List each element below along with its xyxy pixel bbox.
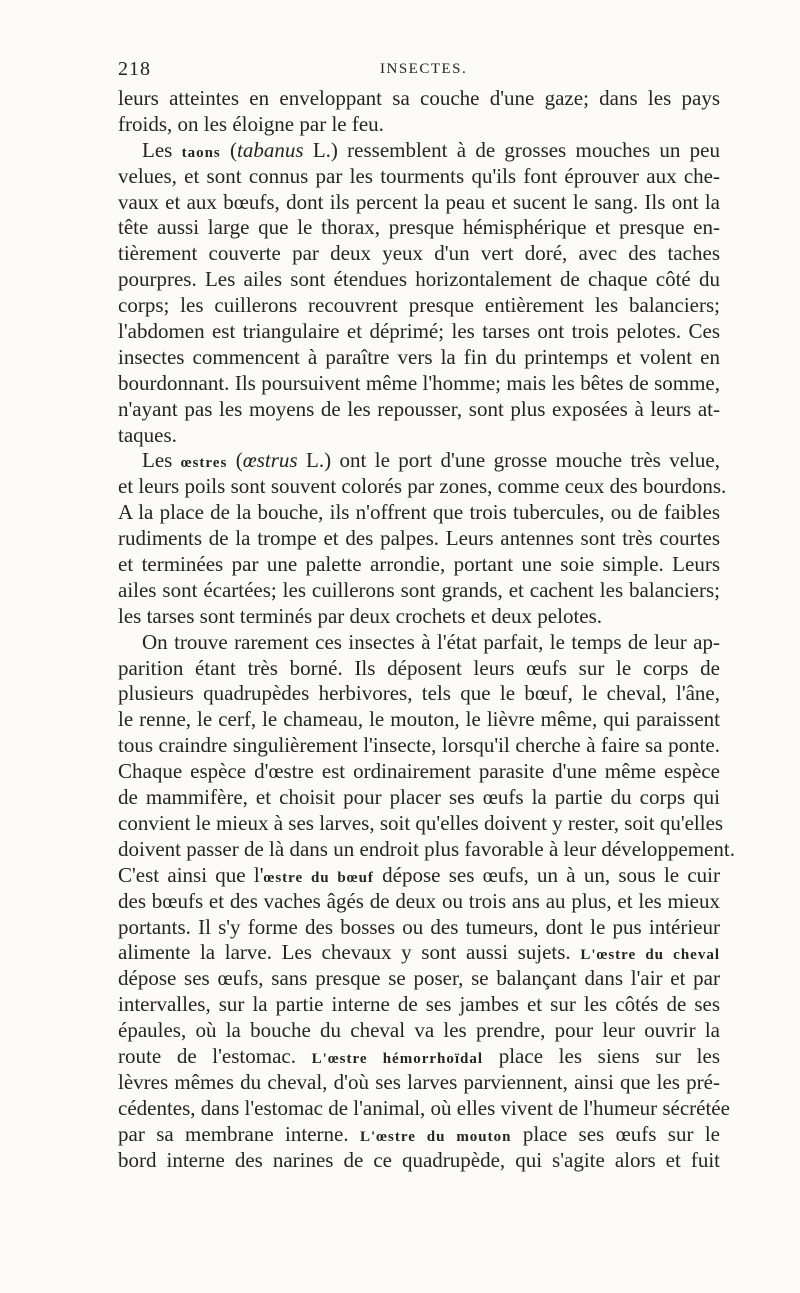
text-run: n'ayant pas les moyens de les repousser, sont plus exposées à leurs at-: [118, 396, 720, 421]
text-run: alimente la larve. Les chevaux y sont aussi sujets.: [118, 940, 581, 965]
text-line: [118, 423, 720, 449]
text-run: C'est ainsi que l': [118, 862, 264, 887]
text-run: Chaque espèce d'œstre est ordinairement parasite d'une même espèce: [118, 759, 720, 784]
text-run: par sa membrane interne.: [118, 1121, 360, 1146]
text-run: tête aussi large que le thorax, presque hémisphérique et presque en-: [118, 215, 720, 240]
text-line: [118, 1044, 720, 1070]
text-line: [118, 578, 720, 604]
text-line: [118, 707, 720, 733]
emphasized-term: L'œstre hémorrhoïdal: [311, 1050, 484, 1067]
text-line: [118, 863, 720, 889]
text-line: [118, 630, 720, 656]
text-line: [118, 915, 720, 941]
text-line: [118, 785, 720, 811]
text-line: [118, 1070, 720, 1096]
text-run: les tarses sont terminés par deux crochets et deux pelotes.: [118, 603, 603, 628]
text-run: (: [220, 137, 238, 162]
text-line: [118, 1095, 730, 1122]
text-run: bord interne des narines de ce quadrupède, qui s'agite alors et fuit: [118, 1147, 720, 1172]
text-run: (: [227, 448, 243, 473]
text-line: [118, 889, 720, 915]
text-line: [118, 604, 720, 630]
text-line: [118, 836, 735, 863]
text-run: cédentes, dans l'estomac de l'animal, où elles vivent de l'humeur sécrétée: [118, 1095, 730, 1120]
text-run: Les: [142, 448, 181, 473]
text-run: doivent passer de là dans un endroit plus favorable à leur développement.: [118, 836, 735, 861]
text-run: On trouve rarement ces insectes à l'état parfait, le temps de leur ap-: [142, 629, 720, 654]
text-line: [118, 759, 720, 785]
text-run: pourpres. Les ailes sont étendues horizontalement de chaque côté du: [118, 267, 720, 292]
text-line: [118, 293, 720, 319]
text-run: des bœufs et des vaches âgés de deux ou trois ans au plus, et les mieux: [118, 888, 720, 913]
page-number: 218: [118, 58, 151, 80]
latin-name: œstrus: [242, 448, 298, 473]
text-line: [118, 500, 720, 526]
text-run: tièrement couverte par deux yeux d'un vert doré, avec des taches: [118, 241, 720, 266]
text-run: de mammifère, et choisit pour placer ses œufs la partie du corps qui: [118, 785, 720, 810]
paragraph: [118, 138, 720, 449]
paragraph: [118, 448, 727, 629]
text-run: froids, on les éloigne par le feu.: [118, 111, 384, 136]
text-line: [118, 733, 720, 759]
text-line: [118, 474, 727, 500]
text-run: L.) ressemblent à de grosses mouches un peu: [303, 137, 720, 162]
text-line: [118, 397, 720, 423]
body-text: [118, 86, 735, 1173]
text-run: dépose ses œufs, sans presque se poser, se balançant dans l'air et par: [118, 966, 720, 991]
text-run: l'abdomen est triangulaire et déprimé; les tarses ont trois pelotes. Ces: [118, 319, 720, 344]
text-run: place ses œufs sur le: [511, 1121, 720, 1146]
text-run: bourdonnant. Ils poursuivent même l'homme; mais les bêtes de somme,: [118, 370, 720, 395]
running-head: INSECTES.: [380, 61, 468, 77]
text-line: [118, 526, 720, 552]
page-header: [118, 58, 718, 88]
text-run: tous craindre singulièrement l'insecte, lorsqu'il cherche à faire sa ponte.: [118, 733, 720, 758]
text-run: L.) ont le port d'une grosse mouche très velue,: [297, 448, 720, 473]
text-line: [118, 215, 720, 241]
text-line: [118, 112, 720, 138]
emphasized-term: œstre du bœuf: [263, 869, 374, 886]
text-line: [118, 241, 720, 267]
text-run: épaules, où la bouche du cheval va les prendre, pour leur ouvrir la: [118, 1018, 720, 1043]
text-line: [118, 86, 720, 112]
text-run: Les: [142, 137, 182, 162]
text-line: [118, 448, 720, 474]
text-run: taques.: [118, 422, 177, 447]
text-line: [118, 1122, 720, 1148]
text-run: rudiments de la trompe et des palpes. Leurs antennes sont très courtes: [118, 526, 720, 551]
text-line: [118, 992, 720, 1018]
text-line: [118, 552, 720, 578]
text-run: parition étant très borné. Ils déposent leurs œufs sur le corps de: [118, 655, 720, 680]
text-run: intervalles, sur la partie interne de ses jambes et sur les côtés de ses: [118, 992, 720, 1017]
text-run: convient le mieux à ses larves, soit qu'elles doivent y rester, soit qu'elles: [118, 810, 724, 835]
paragraph: [118, 86, 720, 138]
text-line: [118, 371, 720, 397]
text-line: [118, 319, 720, 345]
text-line: [118, 940, 720, 966]
text-run: vaux et aux bœufs, dont ils percent la peau et sucent le sang. Ils ont la: [118, 189, 720, 214]
text-run: corps; les cuillerons recouvrent presque entièrement les balanciers;: [118, 293, 720, 318]
text-line: [118, 681, 720, 707]
text-run: portants. Il s'y forme des bosses ou des tumeurs, dont le pus intérieur: [118, 914, 720, 939]
text-run: lèvres mêmes du cheval, d'où ses larves parviennent, ainsi que les pré-: [118, 1069, 720, 1094]
text-run: place les siens sur les: [483, 1043, 720, 1068]
text-run: route de l'estomac.: [118, 1043, 312, 1068]
text-line: [118, 810, 724, 837]
text-line: [118, 966, 720, 992]
text-line: [118, 190, 720, 216]
emphasized-term: L'œstre du cheval: [580, 947, 720, 964]
text-line: [118, 345, 720, 371]
text-line: [118, 1148, 720, 1174]
emphasized-term: L'œstre du mouton: [360, 1128, 512, 1145]
text-run: leurs atteintes en enveloppant sa couche d'une gaze; dans les pays: [118, 86, 720, 110]
text-line: [118, 1018, 720, 1044]
text-run: ailes sont écartées; les cuillerons sont grands, et cachent les balanciers;: [118, 577, 720, 602]
text-line: [118, 656, 720, 682]
text-line: [118, 164, 720, 190]
text-run: le renne, le cerf, le chameau, le mouton, le lièvre même, qui paraissent: [118, 707, 720, 732]
text-run: dépose ses œufs, un à un, sous le cuir: [373, 862, 721, 887]
text-line: [118, 267, 720, 293]
text-line: [118, 138, 720, 164]
text-run: velues, et sont connus par les tourments qu'ils font éprouver aux che-: [118, 163, 720, 188]
latin-name: tabanus: [237, 137, 304, 162]
text-run: et leurs poils sont souvent colorés par zones, comme ceux des bourdons.: [118, 474, 727, 499]
paragraph: [118, 629, 735, 1174]
emphasized-term: œstres: [180, 455, 228, 472]
text-run: A la place de la bouche, ils n'offrent que trois tubercules, ou de faibles: [118, 500, 720, 525]
text-run: et terminées par une palette arrondie, portant une soie simple. Leurs: [118, 552, 720, 577]
text-run: insectes commencent à paraître vers la fin du printemps et volent en: [118, 344, 720, 369]
text-run: plusieurs quadrupèdes herbivores, tels que le bœuf, le cheval, l'âne,: [118, 681, 720, 706]
emphasized-term: taons: [181, 144, 221, 161]
